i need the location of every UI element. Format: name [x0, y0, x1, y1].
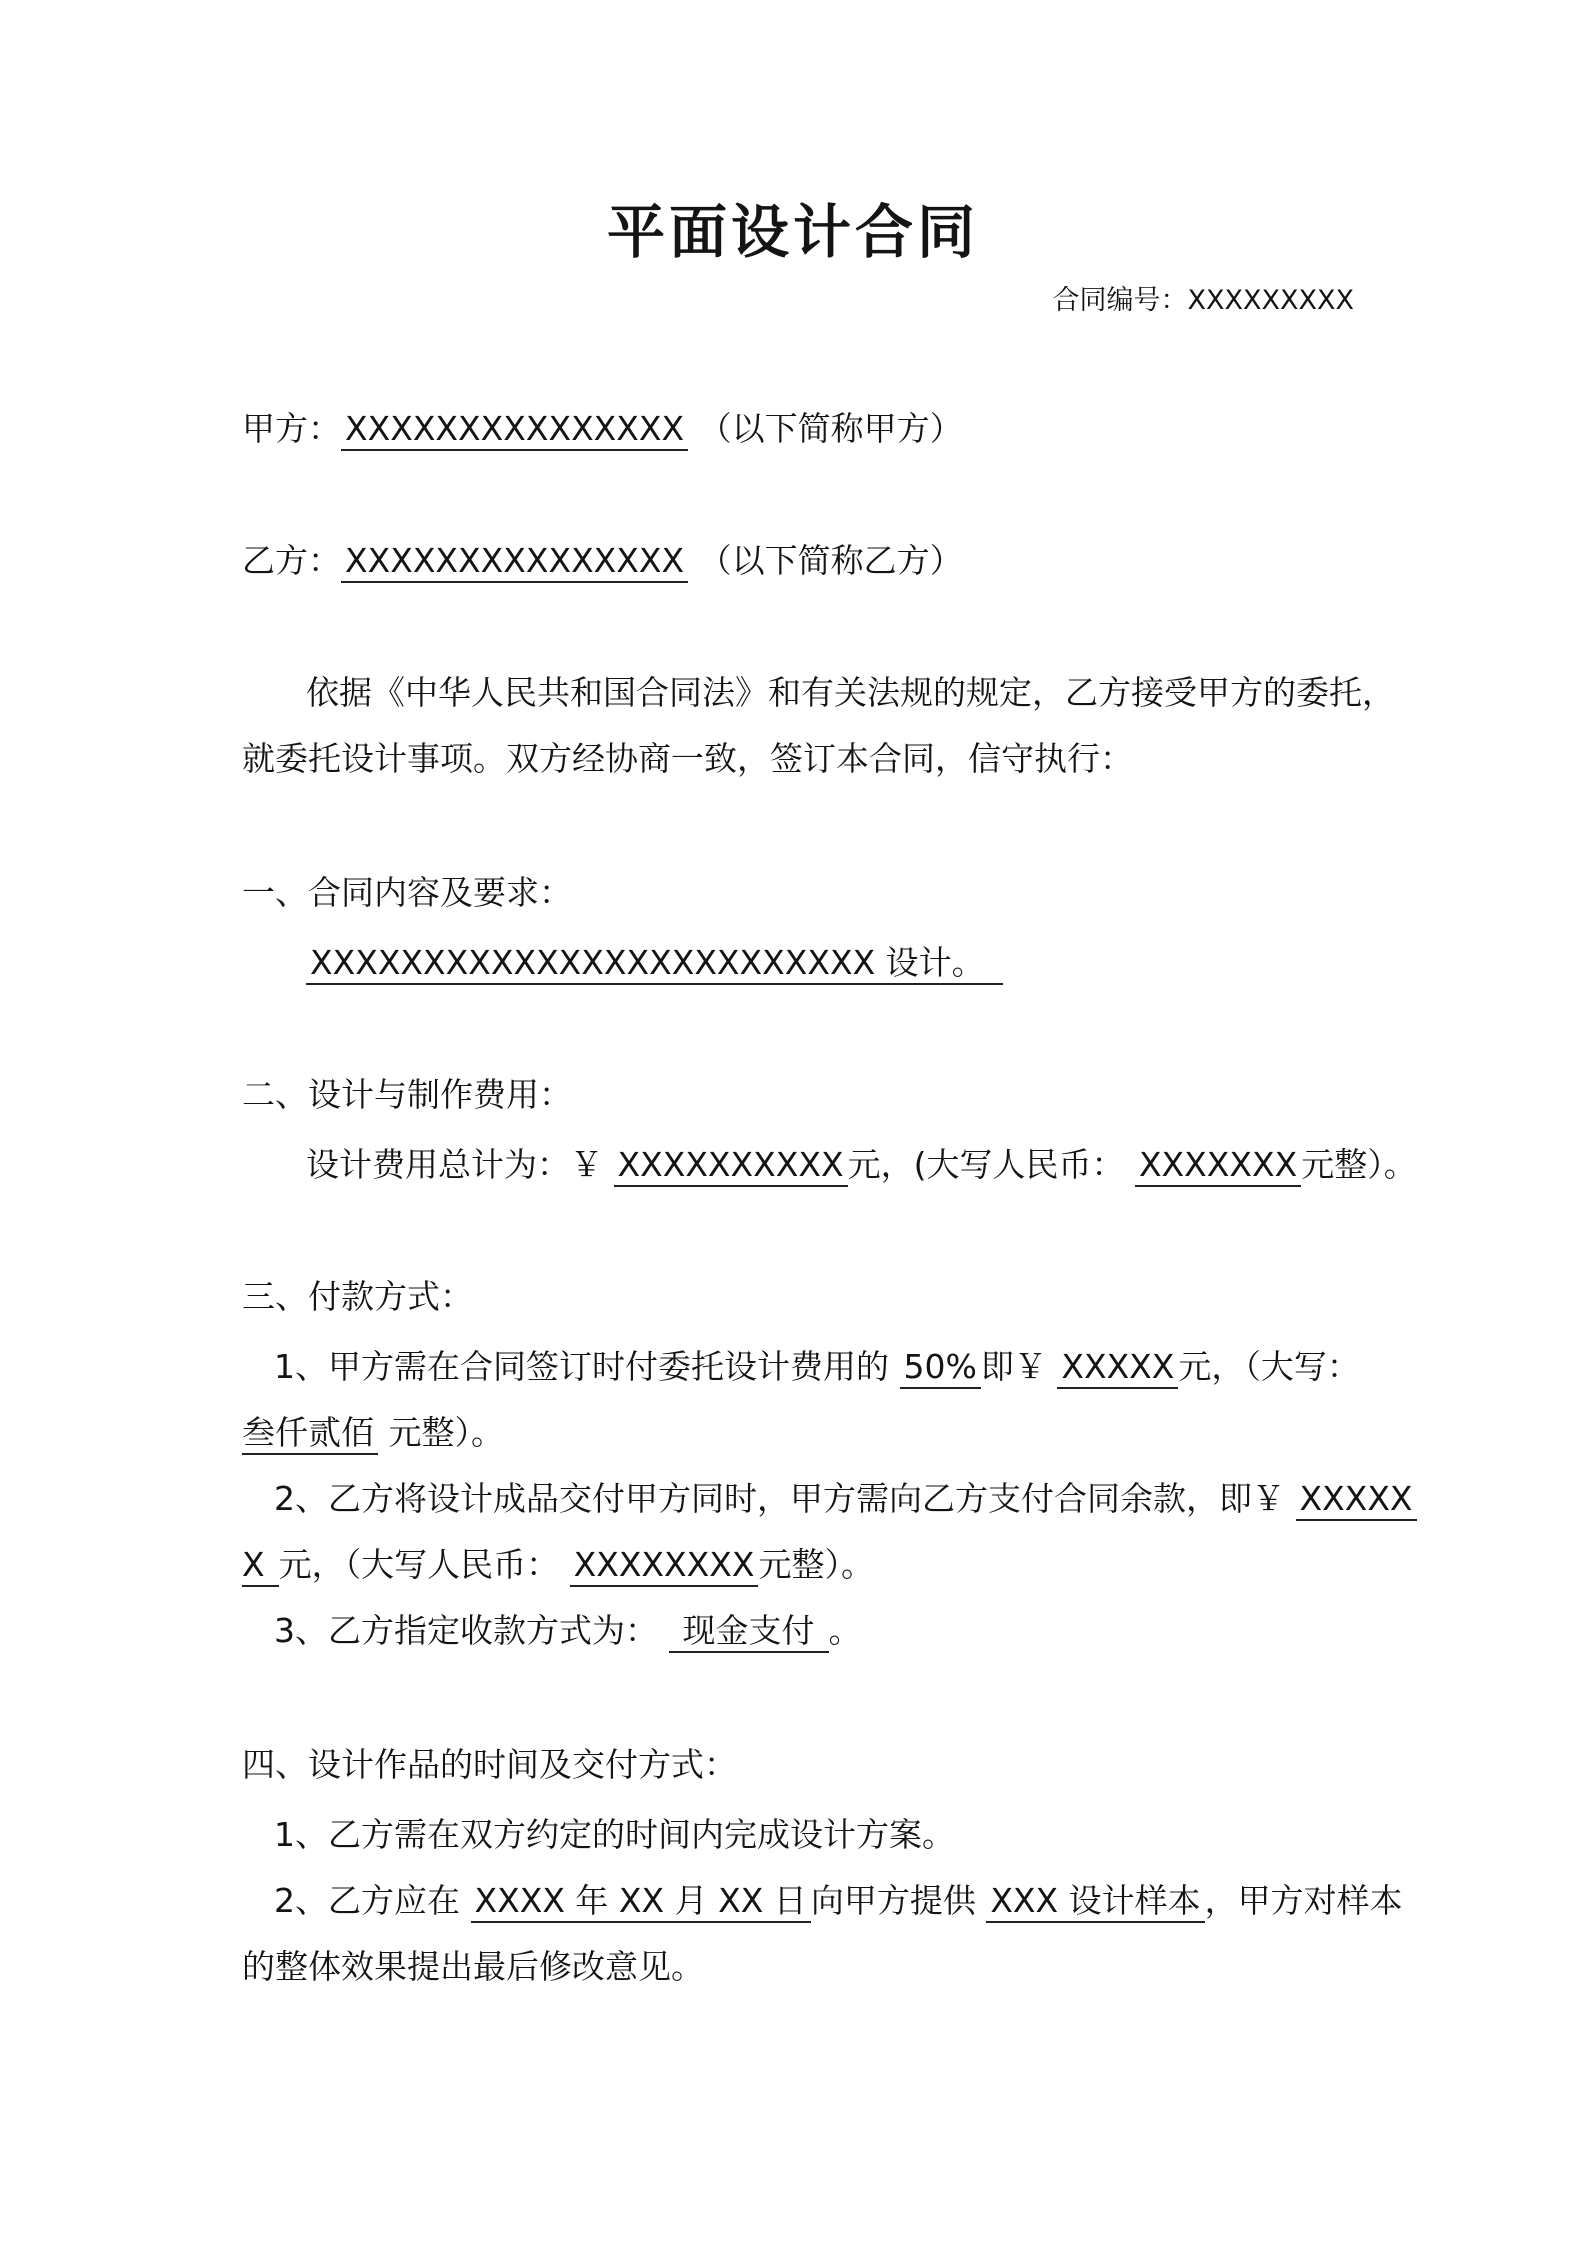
- intro-line-1: 依据《中华人民共和国合同法》和有关法规的规定，乙方接受甲方的委托，: [306, 673, 1395, 712]
- payment-2-pre: 2、乙方将设计成品交付甲方同时，甲方需向乙方支付合同余款，即￥: [274, 1479, 1285, 1518]
- payment-item-3-line: [242, 1608, 1386, 1654]
- delivery-item-1: 1、乙方需在双方约定的时间内完成设计方案。: [274, 1815, 955, 1854]
- payment-1-pre: 1、甲方需在合同签订时付委托设计费用的: [274, 1347, 889, 1386]
- payment-2-amount-b: X: [242, 1545, 279, 1587]
- section-1-content-line: [242, 940, 1418, 986]
- fee-end: 元整）。: [1301, 1145, 1417, 1184]
- delivery-sample: XXX 设计样本: [986, 1881, 1204, 1923]
- delivery-2-post: ，甲方对样本: [1204, 1881, 1403, 1920]
- contract-number-label: 合同编号：: [1052, 285, 1188, 316]
- payment-1-percent: 50%: [900, 1347, 981, 1389]
- payment-2-amount-a: XXXXX: [1296, 1479, 1417, 1521]
- document-title: 平面设计合同: [606, 198, 979, 266]
- delivery-item-2-line-1: [242, 1878, 1403, 1924]
- payment-1-capital: 叁仟贰佰: [242, 1413, 378, 1455]
- party-a-label: 甲方：: [242, 409, 341, 448]
- payment-2-end: 元整）。: [758, 1545, 874, 1584]
- section-2-fee-line: [242, 1142, 1418, 1188]
- payment-method: 现金支付: [669, 1611, 829, 1653]
- payment-3-pre: 3、乙方指定收款方式为：: [274, 1611, 658, 1650]
- intro-line-2: 就委托设计事项。双方经协商一致，签订本合同，信守执行：: [242, 739, 1133, 778]
- party-b-line: [242, 538, 1354, 584]
- fee-pre: 设计费用总计为：￥: [306, 1145, 603, 1184]
- delivery-date: XXXX 年 XX 月 XX 日: [471, 1881, 811, 1923]
- delivery-2-mid: 向甲方提供: [810, 1881, 976, 1920]
- section-1-content: XXXXXXXXXXXXXXXXXXXXXXXXX 设计。: [306, 943, 1003, 985]
- payment-item-2-line-2: [242, 1542, 1354, 1588]
- section-4-heading: 四、设计作品的时间及交付方式：: [242, 1745, 737, 1784]
- payment-3-end: 。: [828, 1611, 862, 1650]
- delivery-item-2-line-2: 的整体效果提出最后修改意见。: [242, 1947, 704, 1986]
- section-3-heading: 三、付款方式：: [242, 1277, 473, 1316]
- payment-1-post: 元，（大写：: [1178, 1347, 1360, 1386]
- fee-amount: XXXXXXXXXX: [614, 1145, 848, 1187]
- party-a-name: XXXXXXXXXXXXXXX: [341, 409, 688, 451]
- contract-number: [1053, 278, 1354, 317]
- payment-item-2-line-1: [242, 1476, 1413, 1522]
- contract-number-value: XXXXXXXXX: [1187, 285, 1354, 316]
- payment-2-capital: XXXXXXXX: [570, 1545, 759, 1587]
- fee-capital: XXXXXXX: [1135, 1145, 1301, 1187]
- delivery-2-pre: 2、乙方应在: [274, 1881, 460, 1920]
- payment-1-mid: 即￥: [980, 1347, 1047, 1386]
- party-b-suffix: （以下简称乙方）: [698, 541, 963, 580]
- section-1-heading: 一、合同内容及要求：: [242, 873, 572, 912]
- section-2-heading: 二、设计与制作费用：: [242, 1075, 572, 1114]
- payment-2-mid: 元，（大写人民币：: [278, 1545, 560, 1584]
- payment-item-1-line-2: [242, 1410, 1354, 1456]
- payment-1-amount: XXXXX: [1057, 1347, 1178, 1389]
- payment-item-1-line-1: [242, 1344, 1386, 1390]
- party-a-suffix: （以下简称甲方）: [698, 409, 963, 448]
- party-b-label: 乙方：: [242, 541, 341, 580]
- payment-1-end: 元整）。: [388, 1413, 504, 1452]
- fee-mid: 元，(大写人民币：: [847, 1145, 1125, 1184]
- party-b-name: XXXXXXXXXXXXXXX: [341, 541, 688, 583]
- party-a-line: [242, 406, 1354, 452]
